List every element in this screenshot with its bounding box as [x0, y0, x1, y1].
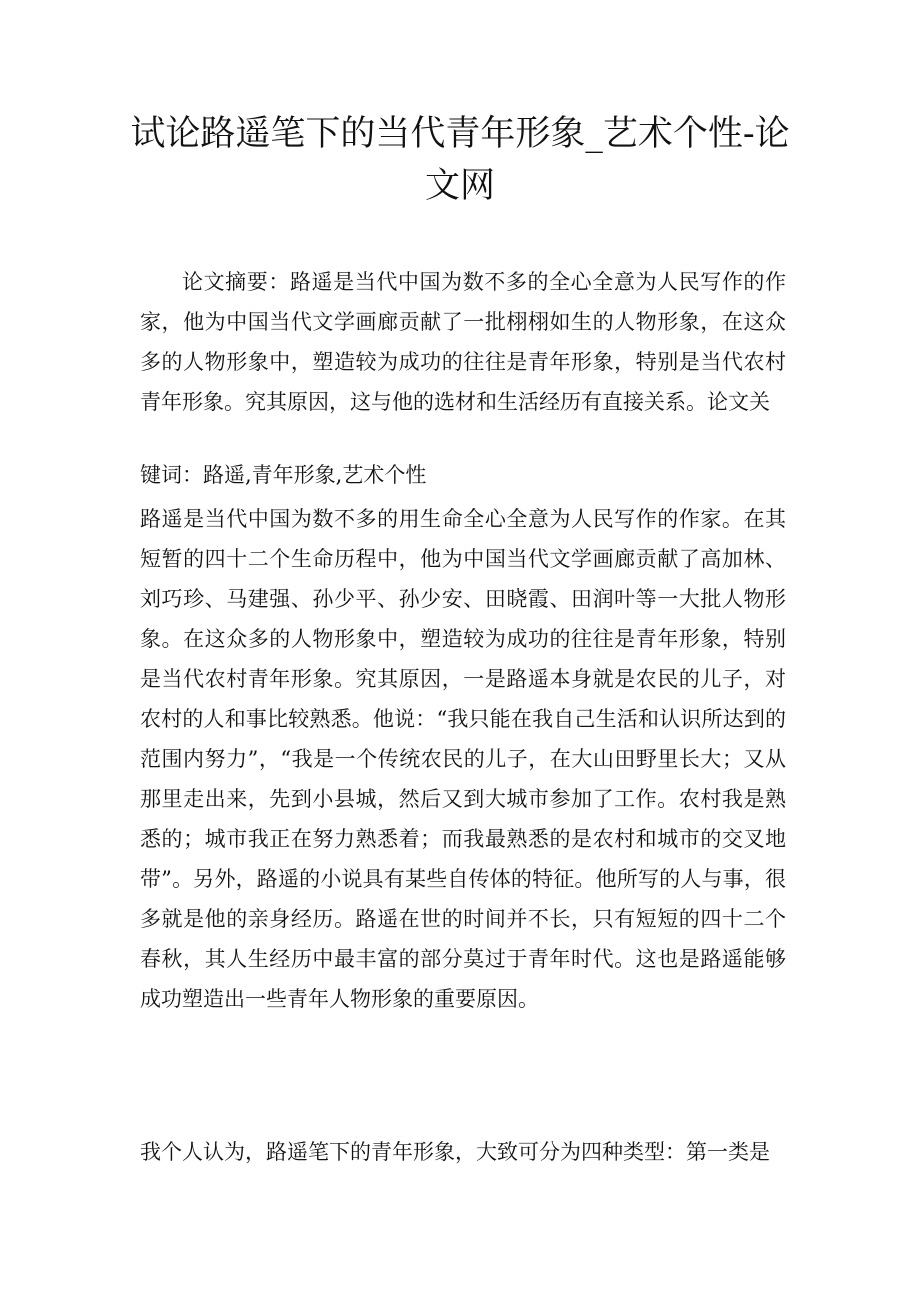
body-paragraph-2: 我个人认为，路遥笔下的青年形象，大致可分为四种类型：第一类是	[140, 1140, 770, 1164]
body-paragraph-1: 路遥是当代中国为数不多的用生命全心全意为人民写作的作家。在其短暂的四十二个生命历程中，他为中国当代文学画廊贡献了高加林、刘巧珍、马建强、孙少平、孙少安、田晓霞、田润叶等一大批人物形象。在这众多的人物形象中，塑造较为成功的往往是青年形象，特别是当代农村青年形象。究其原因，一是路遥本身就是农民的儿子，对农村的人和事比较熟悉。他说：“我只能在我自己生活和认识所达到的范围内努力”，“我是一个传统农民的儿子，在大山田野里长大；又从那里走出来，先到小县城，然后又到大城市参加了工作。农村我是熟悉的；城市我正在努力熟悉着；而我最熟悉的是农村和城市的交叉地带”。另外，路遥的小说具有某些自传体的特征。他所写的人与事，很多就是他的亲身经历。路遥在世的时间并不长，只有短短的四十二个春秋，其人生经历中最丰富的部分莫过于青年时代。这也是路遥能够成功塑造出一些青年人物形象的重要原因。	[140, 507, 786, 1011]
keywords-line: 键词：路遥,青年形象,艺术个性	[140, 463, 427, 487]
abstract-paragraph: 论文摘要：路遥是当代中国为数不多的全心全意为人民写作的作家，他为中国当代文学画廊贡献了一批栩栩如生的人物形象，在这众多的人物形象中，塑造较为成功的往往是青年形象，特别是当代农村青年形象。究其原因，这与他的选材和生活经历有直接关系。论文关	[140, 270, 786, 414]
document-title: 试论路遥笔下的当代青年形象_艺术个性-论文网	[130, 114, 790, 206]
